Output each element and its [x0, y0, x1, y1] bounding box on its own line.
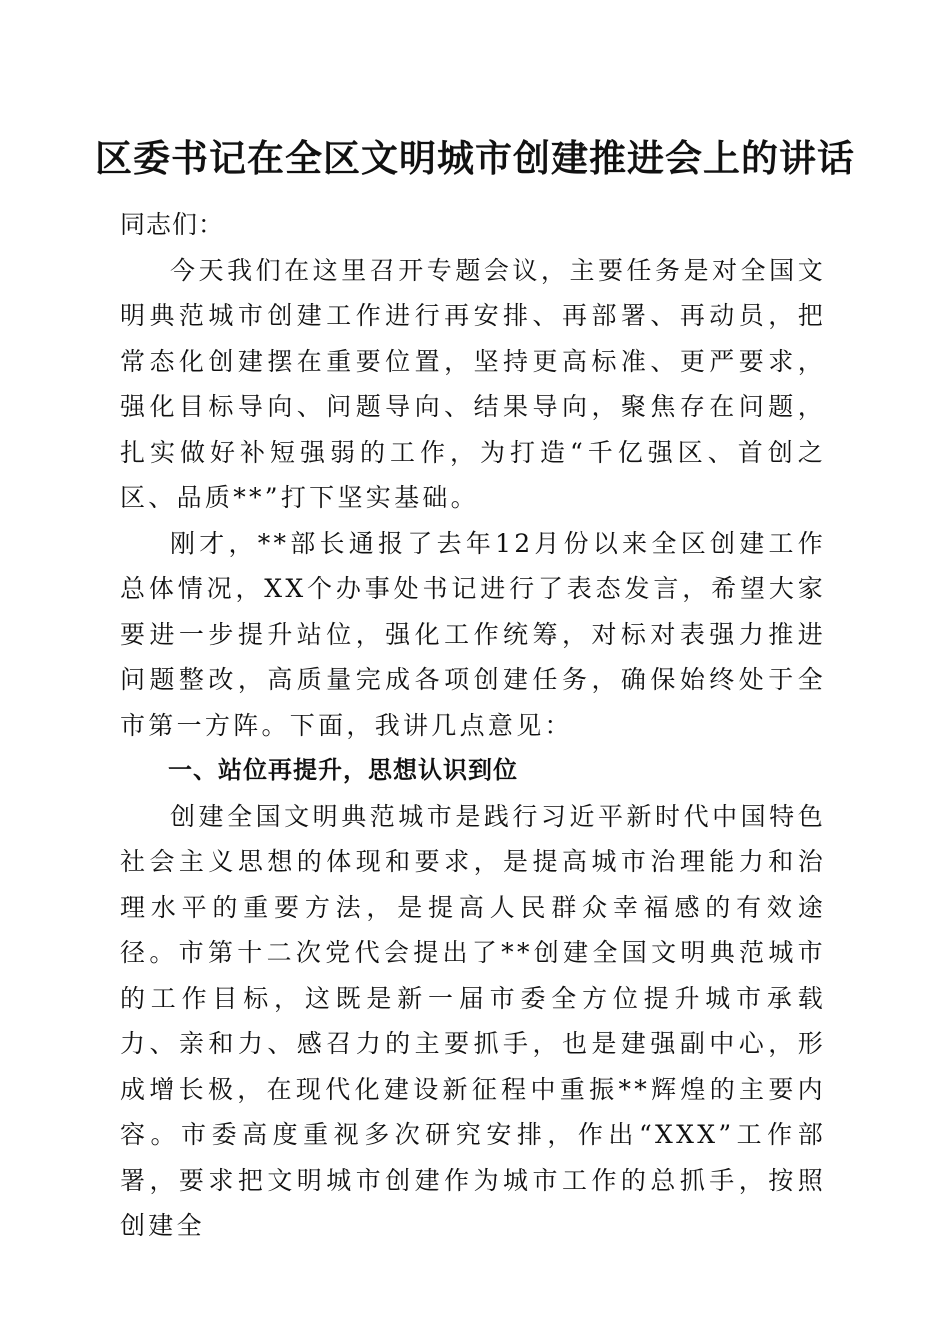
document-title: 区委书记在全区文明城市创建推进会上的讲话: [95, 136, 855, 180]
document-body: [120, 202, 826, 1249]
salutation: 同志们：: [120, 210, 225, 239]
section-paragraph: 创建全国文明典范城市是践行习近平新时代中国特色社会主义思想的体现和要求，是提高城市治理能力和治理水平的重要方法，是提高人民群众幸福感的有效途径。市第十二次党代会提出了**创建全国文明典范城市的工作目标，这既是新一届市委全方位提升城市承载力、亲和力、感召力的主要抓手，也是建强副中心，形成增长极，在现代化建设新征程中重振**辉煌的主要内容。市委高度重视多次研究安排，作出“XXX”工作部署，要求把文明城市创建作为城市工作的总抓手，按照创建全: [120, 801, 826, 1240]
paragraph-report: 刚才，**部长通报了去年12月份以来全区创建工作总体情况，XX个办事处书记进行了表态发言，希望大家要进一步提升站位，强化工作统筹，对标对表强力推进问题整改，高质量完成各项创建任务，确保始终处于全市第一方阵。下面，我讲几点意见：: [120, 528, 826, 740]
paragraph-intro: 今天我们在这里召开专题会议，主要任务是对全国文明典范城市创建工作进行再安排、再部署、再动员，把常态化创建摆在重要位置，坚持更高标准、更严要求，强化目标导向、问题导向、结果导向，聚焦存在问题，扎实做好补短强弱的工作，为打造“千亿强区、首创之区、品质**”打下坚实基础。: [120, 255, 826, 512]
section-heading: 一、站位再提升，思想认识到位: [168, 756, 518, 784]
